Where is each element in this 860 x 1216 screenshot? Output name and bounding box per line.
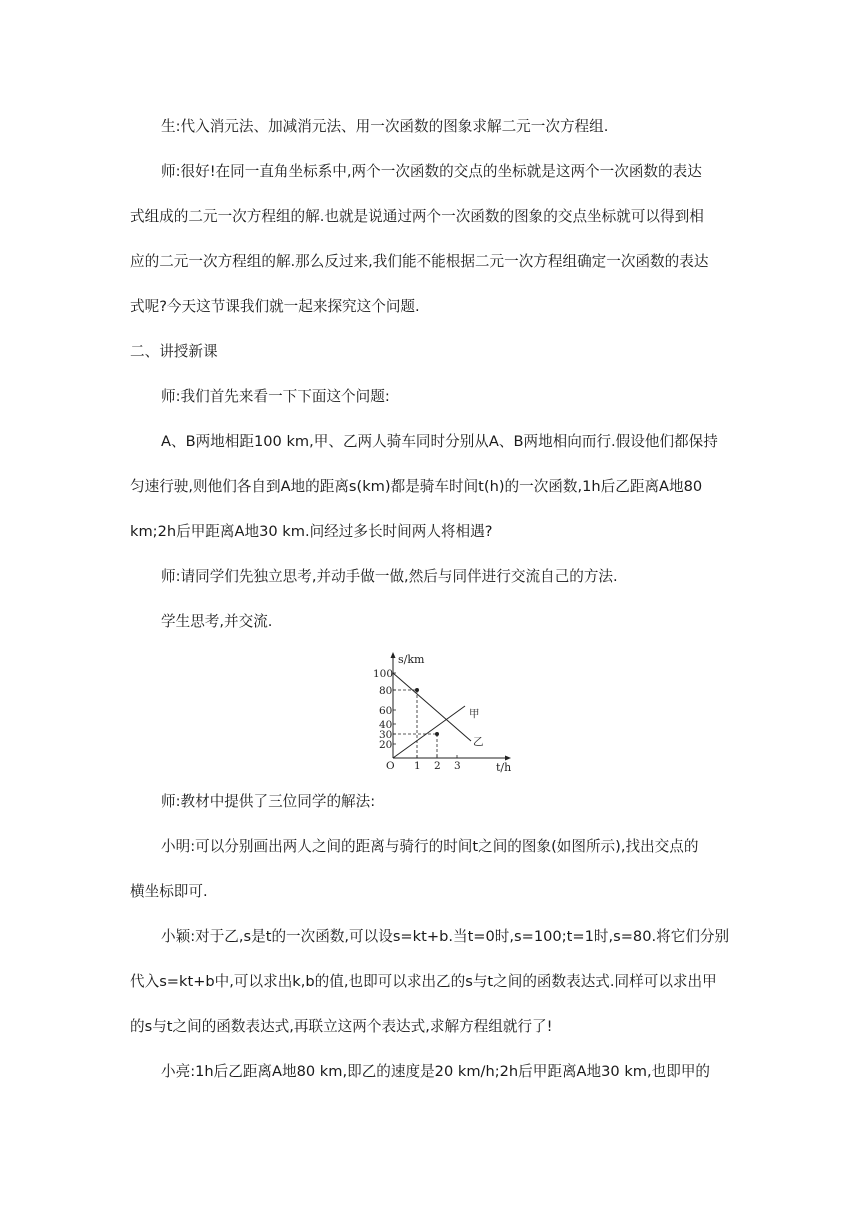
paragraph: 师:请同学们先独立思考,并动手做一做,然后与同伴进行交流自己的方法. <box>161 568 618 585</box>
paragraph: 匀速行驶,则他们各自到A地的距离s(km)都是骑车时间t(h)的一次函数,1h后乙距离A地80 <box>130 478 703 495</box>
y-axis-arrow <box>391 652 396 658</box>
y-tick-label: 20 <box>379 739 393 751</box>
y-tick-label: 100 <box>373 668 394 680</box>
paragraph: 的s与t之间的函数表达式,再联立这两个表达式,求解方程组就行了! <box>130 1018 553 1035</box>
x-axis-arrow <box>505 756 511 761</box>
paragraph: 小亮:1h后乙距离A地80 km,即乙的速度是20 km/h;2h后甲距离A地30 km,也即甲的 <box>161 1063 711 1080</box>
data-point <box>435 732 439 736</box>
paragraph: 小明:可以分别画出两人之间的距离与骑行的时间t之间的图象(如图所示),找出交点的 <box>161 838 699 855</box>
y-tick-label: 30 <box>379 729 393 741</box>
line-yi-label: 乙 <box>473 736 484 748</box>
origin-label: O <box>386 760 395 772</box>
paragraph: 小颖:对于乙,s是t的一次函数,可以设s=kt+b.当t=0时,s=100;t=1时,s=80.将它们分别 <box>161 928 730 945</box>
y-axis-label: s/km <box>398 653 425 666</box>
paragraph: 横坐标即可. <box>130 883 208 900</box>
x-tick-label: 1 <box>414 760 421 772</box>
paragraph: 师:很好!在同一直角坐标系中,两个一次函数的交点的坐标就是这两个一次函数的表达 <box>161 163 702 180</box>
distance-time-graph <box>365 648 515 774</box>
x-tick-label: 2 <box>434 760 441 772</box>
paragraph: 式呢?今天这节课我们就一起来探究这个问题. <box>130 298 420 315</box>
x-axis-label: t/h <box>496 761 512 774</box>
x-tick-label: 3 <box>454 760 461 772</box>
paragraph: A、B两地相距100 km,甲、乙两人骑车同时分别从A、B两地相向而行.假设他们都保持 <box>161 433 718 450</box>
y-tick-label: 80 <box>379 685 393 697</box>
data-point <box>415 688 419 692</box>
line-jia <box>393 706 465 758</box>
paragraph: 师:教材中提供了三位同学的解法: <box>161 793 376 810</box>
line-yi <box>393 673 471 741</box>
line-jia-label: 甲 <box>469 708 480 720</box>
paragraph: 生:代入消元法、加减消元法、用一次函数的图象求解二元一次方程组. <box>161 118 609 135</box>
paragraph: 应的二元一次方程组的解.那么反过来,我们能不能根据二元一次方程组确定一次函数的表达 <box>130 253 709 270</box>
paragraph: 代入s=kt+b中,可以求出k,b的值,也即可以求出乙的s与t之间的函数表达式.同样可以求出甲 <box>130 973 717 990</box>
paragraph: 师:我们首先来看一下下面这个问题: <box>161 388 390 405</box>
y-tick-label: 60 <box>379 705 393 717</box>
y-tick-label: 40 <box>379 719 393 731</box>
paragraph: km;2h后甲距离A地30 km.问经过多长时间两人将相遇? <box>130 523 493 540</box>
paragraph: 式组成的二元一次方程组的解.也就是说通过两个一次函数的图象的交点坐标就可以得到相 <box>130 208 704 225</box>
paragraph: 学生思考,并交流. <box>161 613 273 630</box>
section-heading: 二、讲授新课 <box>130 343 218 360</box>
